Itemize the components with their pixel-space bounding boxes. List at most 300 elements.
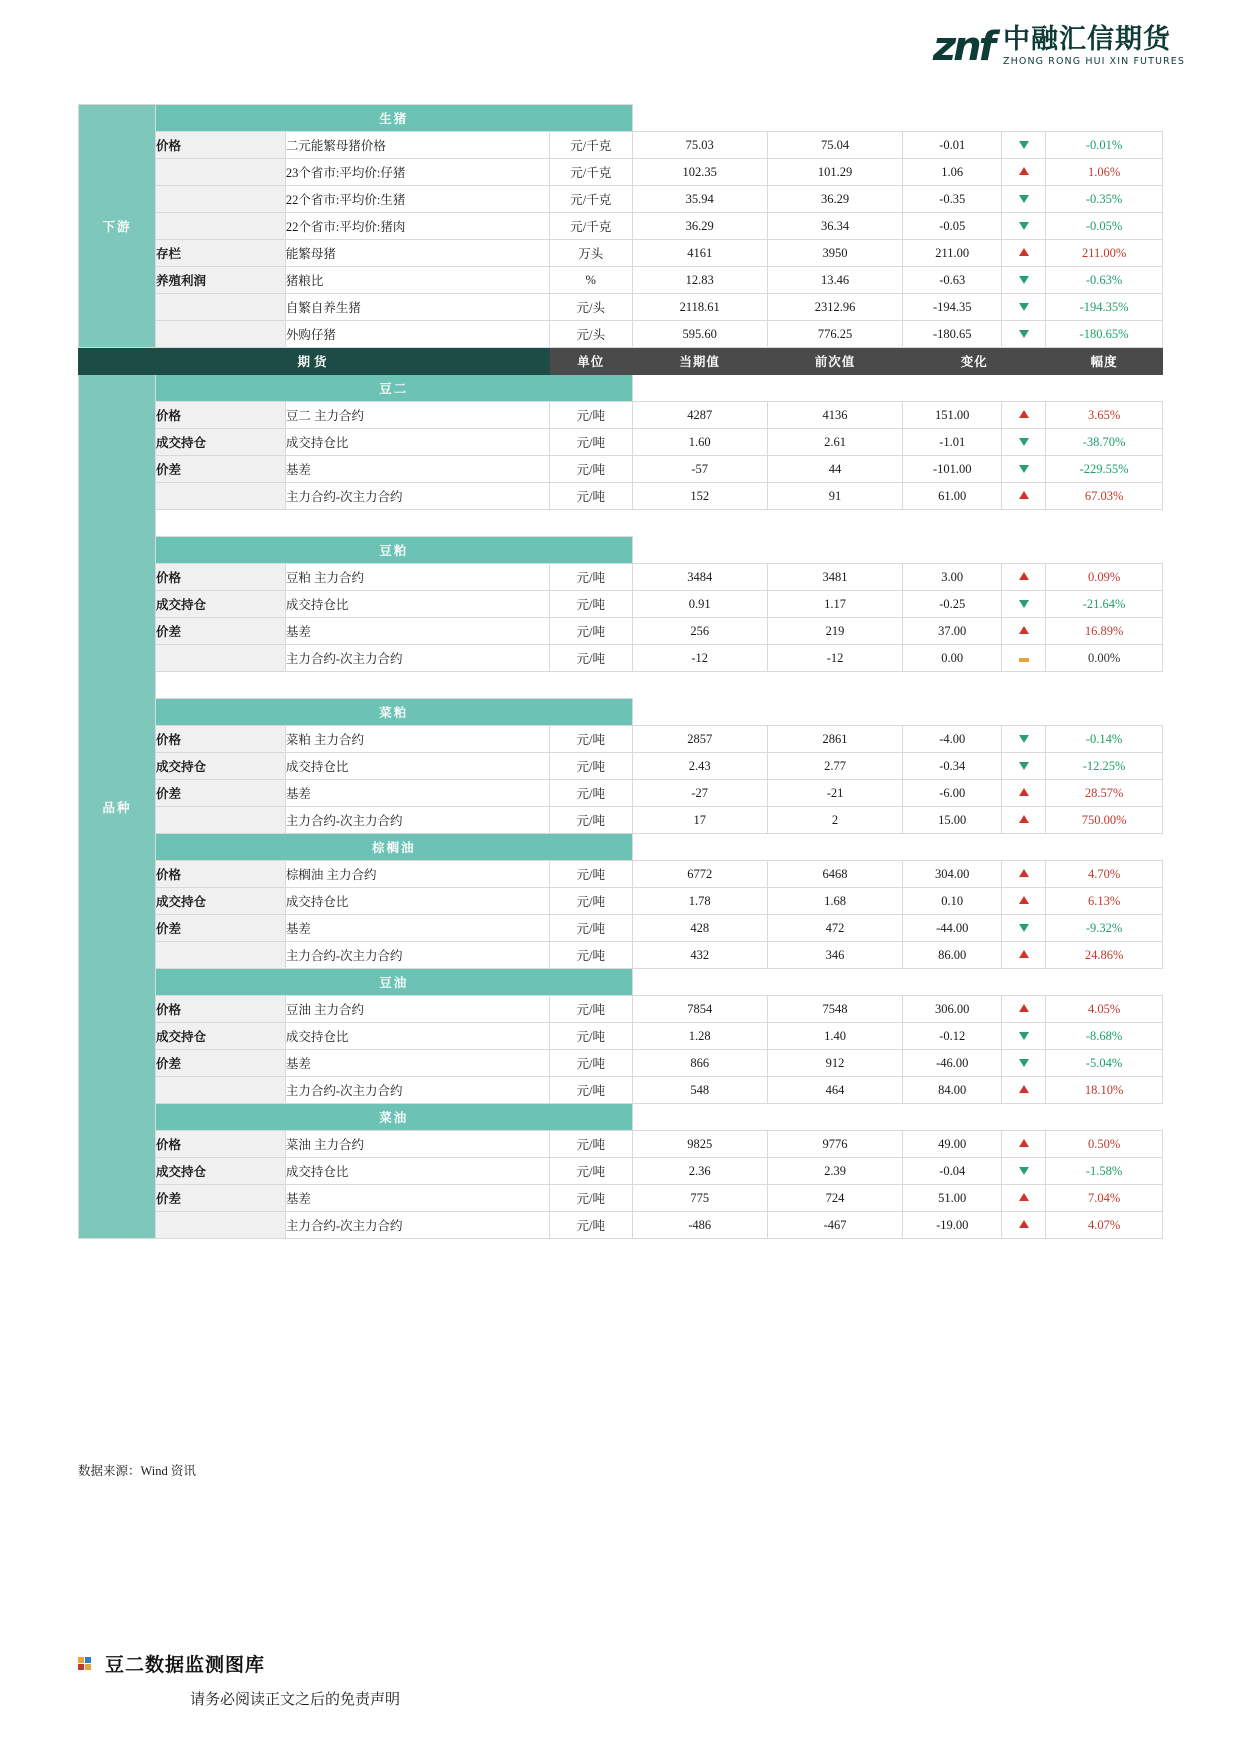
table-row: [79, 1158, 1163, 1185]
row-direction-icon-cell: [1002, 240, 1046, 267]
row-previous-value: -12: [767, 645, 902, 672]
row-percent-change: 4.05%: [1046, 996, 1163, 1023]
row-current-value: 1.60: [632, 429, 767, 456]
row-unit: 元/吨: [549, 726, 632, 753]
row-label: 外购仔猪: [285, 321, 549, 348]
arrow-down-icon: [1019, 1167, 1029, 1175]
row-percent-change: -0.01%: [1046, 132, 1163, 159]
row-percent-change: -0.14%: [1046, 726, 1163, 753]
row-percent-change: 24.86%: [1046, 942, 1163, 969]
table-row: [79, 240, 1163, 267]
row-label: 成交持仓比: [285, 888, 549, 915]
row-category: [156, 294, 286, 321]
section-title-text: 豆二数据监测图库: [105, 1654, 266, 1676]
row-direction-icon-cell: [1002, 483, 1046, 510]
row-category: 价差: [156, 618, 286, 645]
row-current-value: 866: [632, 1050, 767, 1077]
row-category: [156, 483, 286, 510]
arrow-down-icon: [1019, 438, 1029, 446]
row-change-value: -0.04: [903, 1158, 1002, 1185]
row-percent-change: -9.32%: [1046, 915, 1163, 942]
row-previous-value: 36.34: [767, 213, 902, 240]
row-previous-value: 2861: [767, 726, 902, 753]
row-previous-value: 776.25: [767, 321, 902, 348]
row-direction-icon-cell: [1002, 1077, 1046, 1104]
row-category: 成交持仓: [156, 753, 286, 780]
row-change-value: 1.06: [903, 159, 1002, 186]
row-direction-icon-cell: [1002, 753, 1046, 780]
row-current-value: 2.43: [632, 753, 767, 780]
row-label: 成交持仓比: [285, 1023, 549, 1050]
table-row: [79, 591, 1163, 618]
row-change-value: -19.00: [903, 1212, 1002, 1239]
arrow-up-icon: [1019, 1085, 1029, 1093]
arrow-down-icon: [1019, 222, 1029, 230]
row-current-value: 2.36: [632, 1158, 767, 1185]
row-percent-change: -0.05%: [1046, 213, 1163, 240]
row-direction-icon-cell: [1002, 807, 1046, 834]
row-unit: 元/千克: [549, 213, 632, 240]
row-change-value: -0.34: [903, 753, 1002, 780]
row-unit: 元/头: [549, 321, 632, 348]
row-percent-change: 1.06%: [1046, 159, 1163, 186]
group-spacer-row: [79, 510, 1163, 537]
arrow-up-icon: [1019, 248, 1029, 256]
group-header-filler: [632, 537, 1162, 564]
row-current-value: 775: [632, 1185, 767, 1212]
row-change-value: -44.00: [903, 915, 1002, 942]
row-unit: 元/千克: [549, 186, 632, 213]
arrow-up-icon: [1019, 1193, 1029, 1201]
row-current-value: 4161: [632, 240, 767, 267]
row-previous-value: 2: [767, 807, 902, 834]
row-category: [156, 186, 286, 213]
table-row: [79, 186, 1163, 213]
row-previous-value: 6468: [767, 861, 902, 888]
table-row: [79, 132, 1163, 159]
row-change-value: 49.00: [903, 1131, 1002, 1158]
row-unit: 元/吨: [549, 645, 632, 672]
table-row: [79, 888, 1163, 915]
row-direction-icon-cell: [1002, 456, 1046, 483]
row-previous-value: 2312.96: [767, 294, 902, 321]
row-category: 价差: [156, 915, 286, 942]
group-title: 生猪: [156, 105, 632, 132]
arrow-down-icon: [1019, 1059, 1029, 1067]
row-direction-icon-cell: [1002, 186, 1046, 213]
row-change-value: 84.00: [903, 1077, 1002, 1104]
row-current-value: 12.83: [632, 267, 767, 294]
row-unit: 万头: [549, 240, 632, 267]
group-header-row: [79, 537, 1163, 564]
row-change-value: 211.00: [903, 240, 1002, 267]
row-change-value: -0.25: [903, 591, 1002, 618]
group-title: 棕榈油: [156, 834, 632, 861]
row-change-value: 304.00: [903, 861, 1002, 888]
row-current-value: 0.91: [632, 591, 767, 618]
row-direction-icon-cell: [1002, 618, 1046, 645]
arrow-up-icon: [1019, 626, 1029, 634]
row-category: 成交持仓: [156, 1158, 286, 1185]
row-direction-icon-cell: [1002, 1158, 1046, 1185]
row-previous-value: 1.68: [767, 888, 902, 915]
row-unit: 元/吨: [549, 996, 632, 1023]
row-current-value: 2857: [632, 726, 767, 753]
row-current-value: 595.60: [632, 321, 767, 348]
data-source-note: 数据来源：Wind 资讯: [78, 1464, 196, 1478]
section-heading: [78, 1650, 265, 1677]
row-previous-value: 91: [767, 483, 902, 510]
row-category: 价格: [156, 996, 286, 1023]
row-percent-change: -0.35%: [1046, 186, 1163, 213]
row-direction-icon-cell: [1002, 267, 1046, 294]
table-row: [79, 483, 1163, 510]
row-change-value: 151.00: [903, 402, 1002, 429]
row-category: 成交持仓: [156, 1023, 286, 1050]
table-row: [79, 1050, 1163, 1077]
row-percent-change: 0.00%: [1046, 645, 1163, 672]
row-percent-change: -180.65%: [1046, 321, 1163, 348]
arrow-down-icon: [1019, 465, 1029, 473]
row-unit: 元/吨: [549, 1158, 632, 1185]
row-unit: 元/头: [549, 294, 632, 321]
row-previous-value: 7548: [767, 996, 902, 1023]
arrow-up-icon: [1019, 572, 1029, 580]
row-percent-change: -194.35%: [1046, 294, 1163, 321]
row-percent-change: -12.25%: [1046, 753, 1163, 780]
row-current-value: -486: [632, 1212, 767, 1239]
column-header-change: 变化: [903, 348, 1046, 375]
row-change-value: 306.00: [903, 996, 1002, 1023]
group-header-row: [79, 699, 1163, 726]
row-category: 价格: [156, 132, 286, 159]
arrow-down-icon: [1019, 141, 1029, 149]
row-change-value: -0.05: [903, 213, 1002, 240]
row-previous-value: 724: [767, 1185, 902, 1212]
row-label: 23个省市:平均价:仔猪: [285, 159, 549, 186]
row-change-value: 0.00: [903, 645, 1002, 672]
row-previous-value: 2.77: [767, 753, 902, 780]
table-row: [79, 429, 1163, 456]
row-direction-icon-cell: [1002, 1050, 1046, 1077]
row-category: 成交持仓: [156, 888, 286, 915]
row-direction-icon-cell: [1002, 159, 1046, 186]
row-direction-icon-cell: [1002, 564, 1046, 591]
row-current-value: 3484: [632, 564, 767, 591]
row-unit: 元/吨: [549, 564, 632, 591]
table-row: [79, 753, 1163, 780]
row-percent-change: -1.58%: [1046, 1158, 1163, 1185]
table-row: [79, 564, 1163, 591]
arrow-down-icon: [1019, 276, 1029, 284]
disclaimer-text: 请务必阅读正文之后的免责声明: [190, 1692, 401, 1708]
row-direction-icon-cell: [1002, 294, 1046, 321]
row-previous-value: 2.61: [767, 429, 902, 456]
row-change-value: 61.00: [903, 483, 1002, 510]
arrow-down-icon: [1019, 1032, 1029, 1040]
row-category: 价差: [156, 780, 286, 807]
arrow-flat-icon: [1019, 658, 1029, 662]
row-percent-change: 0.50%: [1046, 1131, 1163, 1158]
row-direction-icon-cell: [1002, 429, 1046, 456]
table-row: [79, 942, 1163, 969]
row-previous-value: 44: [767, 456, 902, 483]
row-unit: 元/千克: [549, 159, 632, 186]
row-percent-change: -21.64%: [1046, 591, 1163, 618]
arrow-down-icon: [1019, 600, 1029, 608]
table-row: [79, 1212, 1163, 1239]
arrow-up-icon: [1019, 491, 1029, 499]
row-unit: 元/吨: [549, 429, 632, 456]
row-label: 豆粕 主力合约: [285, 564, 549, 591]
row-label: 豆油 主力合约: [285, 996, 549, 1023]
row-percent-change: 18.10%: [1046, 1077, 1163, 1104]
row-previous-value: 3481: [767, 564, 902, 591]
row-change-value: -1.01: [903, 429, 1002, 456]
table-row: [79, 618, 1163, 645]
row-direction-icon-cell: [1002, 942, 1046, 969]
row-change-value: -4.00: [903, 726, 1002, 753]
row-category: 价格: [156, 402, 286, 429]
table-row: [79, 996, 1163, 1023]
row-previous-value: -467: [767, 1212, 902, 1239]
row-change-value: -101.00: [903, 456, 1002, 483]
row-unit: 元/吨: [549, 807, 632, 834]
row-percent-change: 7.04%: [1046, 1185, 1163, 1212]
futures-band-row: [79, 348, 1163, 375]
row-label: 22个省市:平均价:生猪: [285, 186, 549, 213]
group-spacer-row: [79, 672, 1163, 699]
row-category: [156, 159, 286, 186]
row-previous-value: 4136: [767, 402, 902, 429]
arrow-down-icon: [1019, 762, 1029, 770]
row-category: 成交持仓: [156, 591, 286, 618]
row-current-value: 6772: [632, 861, 767, 888]
row-previous-value: 2.39: [767, 1158, 902, 1185]
row-label: 成交持仓比: [285, 429, 549, 456]
row-label: 基差: [285, 915, 549, 942]
group-header-filler: [632, 105, 1162, 132]
table-row: [79, 645, 1163, 672]
table-row: [79, 807, 1163, 834]
table-row: [79, 1185, 1163, 1212]
group-header-filler: [632, 1104, 1162, 1131]
row-current-value: -12: [632, 645, 767, 672]
row-previous-value: 346: [767, 942, 902, 969]
row-category: [156, 321, 286, 348]
row-category: 价格: [156, 1131, 286, 1158]
row-label: 基差: [285, 1050, 549, 1077]
row-unit: 元/吨: [549, 942, 632, 969]
row-direction-icon-cell: [1002, 780, 1046, 807]
row-previous-value: 3950: [767, 240, 902, 267]
row-unit: %: [549, 267, 632, 294]
row-unit: 元/吨: [549, 888, 632, 915]
row-unit: 元/吨: [549, 753, 632, 780]
row-direction-icon-cell: [1002, 132, 1046, 159]
row-category: 价格: [156, 726, 286, 753]
futures-band-title: 期货: [79, 348, 550, 375]
row-category: [156, 807, 286, 834]
row-percent-change: -229.55%: [1046, 456, 1163, 483]
row-previous-value: 1.40: [767, 1023, 902, 1050]
row-direction-icon-cell: [1002, 213, 1046, 240]
logo-mark: znf: [932, 23, 994, 70]
table-row: [79, 402, 1163, 429]
row-label: 22个省市:平均价:猪肉: [285, 213, 549, 240]
arrow-down-icon: [1019, 330, 1029, 338]
row-unit: 元/吨: [549, 861, 632, 888]
row-category: 价差: [156, 1050, 286, 1077]
row-previous-value: 219: [767, 618, 902, 645]
row-direction-icon-cell: [1002, 321, 1046, 348]
row-category: [156, 645, 286, 672]
group-header-row: [79, 375, 1163, 402]
row-label: 基差: [285, 618, 549, 645]
table-row: [79, 294, 1163, 321]
table-row: [79, 321, 1163, 348]
row-label: 主力合约-次主力合约: [285, 1077, 549, 1104]
row-label: 基差: [285, 1185, 549, 1212]
row-current-value: 17: [632, 807, 767, 834]
row-previous-value: 464: [767, 1077, 902, 1104]
row-unit: 元/吨: [549, 1131, 632, 1158]
row-category: [156, 213, 286, 240]
row-unit: 元/吨: [549, 1023, 632, 1050]
row-label: 成交持仓比: [285, 1158, 549, 1185]
row-current-value: 1.28: [632, 1023, 767, 1050]
row-current-value: 432: [632, 942, 767, 969]
row-unit: 元/吨: [549, 1185, 632, 1212]
row-change-value: -46.00: [903, 1050, 1002, 1077]
row-percent-change: 211.00%: [1046, 240, 1163, 267]
row-percent-change: 3.65%: [1046, 402, 1163, 429]
row-current-value: 102.35: [632, 159, 767, 186]
row-category: 养殖利润: [156, 267, 286, 294]
row-unit: 元/吨: [549, 1077, 632, 1104]
group-title: 菜油: [156, 1104, 632, 1131]
company-logo: [932, 23, 1185, 70]
logo-text: [1003, 26, 1185, 67]
table-row: [79, 1077, 1163, 1104]
arrow-up-icon: [1019, 950, 1029, 958]
group-header-filler: [632, 699, 1162, 726]
row-percent-change: 67.03%: [1046, 483, 1163, 510]
section-label-variety: 品种: [79, 375, 156, 1239]
row-direction-icon-cell: [1002, 888, 1046, 915]
row-current-value: 2118.61: [632, 294, 767, 321]
row-percent-change: 0.09%: [1046, 564, 1163, 591]
row-change-value: 15.00: [903, 807, 1002, 834]
table-row: [79, 780, 1163, 807]
row-unit: 元/吨: [549, 456, 632, 483]
row-current-value: 428: [632, 915, 767, 942]
row-category: 价差: [156, 1185, 286, 1212]
row-change-value: 86.00: [903, 942, 1002, 969]
row-unit: 元/吨: [549, 591, 632, 618]
group-header-row: [79, 969, 1163, 996]
row-percent-change: 6.13%: [1046, 888, 1163, 915]
row-label: 主力合约-次主力合约: [285, 1212, 549, 1239]
pinwheel-bullet-icon: [78, 1657, 91, 1670]
arrow-down-icon: [1019, 303, 1029, 311]
row-label: 菜油 主力合约: [285, 1131, 549, 1158]
row-direction-icon-cell: [1002, 726, 1046, 753]
logo-name-cn: 中融汇信期货: [1003, 24, 1172, 55]
arrow-up-icon: [1019, 869, 1029, 877]
row-previous-value: -21: [767, 780, 902, 807]
row-current-value: 1.78: [632, 888, 767, 915]
row-category: 价差: [156, 456, 286, 483]
arrow-down-icon: [1019, 924, 1029, 932]
group-header-row: [79, 105, 1163, 132]
row-unit: 元/吨: [549, 780, 632, 807]
data-table-area: [78, 104, 1163, 1239]
row-direction-icon-cell: [1002, 915, 1046, 942]
row-change-value: -0.63: [903, 267, 1002, 294]
row-label: 主力合约-次主力合约: [285, 807, 549, 834]
row-category: [156, 1077, 286, 1104]
row-previous-value: 36.29: [767, 186, 902, 213]
arrow-down-icon: [1019, 195, 1029, 203]
arrow-up-icon: [1019, 167, 1029, 175]
row-category: [156, 1212, 286, 1239]
group-header-row: [79, 1104, 1163, 1131]
row-label: 主力合约-次主力合约: [285, 645, 549, 672]
group-header-filler: [632, 969, 1162, 996]
section-label-downstream: 下游: [79, 105, 156, 348]
row-percent-change: 28.57%: [1046, 780, 1163, 807]
table-row: [79, 213, 1163, 240]
row-percent-change: -0.63%: [1046, 267, 1163, 294]
row-unit: 元/吨: [549, 1050, 632, 1077]
group-header-row: [79, 834, 1163, 861]
group-title: 菜粕: [156, 699, 632, 726]
row-label: 成交持仓比: [285, 591, 549, 618]
row-unit: 元/吨: [549, 402, 632, 429]
row-change-value: -0.01: [903, 132, 1002, 159]
row-percent-change: 16.89%: [1046, 618, 1163, 645]
row-previous-value: 13.46: [767, 267, 902, 294]
logo-name-en: ZHONG RONG HUI XIN FUTURES: [1003, 56, 1185, 68]
arrow-up-icon: [1019, 788, 1029, 796]
table-row: [79, 1131, 1163, 1158]
row-change-value: -180.65: [903, 321, 1002, 348]
row-current-value: 35.94: [632, 186, 767, 213]
row-label: 自繁自养生猪: [285, 294, 549, 321]
spacer-cell: [156, 672, 1163, 699]
row-label: 主力合约-次主力合约: [285, 483, 549, 510]
row-unit: 元/吨: [549, 1212, 632, 1239]
row-change-value: 51.00: [903, 1185, 1002, 1212]
row-previous-value: 472: [767, 915, 902, 942]
row-change-value: 0.10: [903, 888, 1002, 915]
row-direction-icon-cell: [1002, 591, 1046, 618]
group-header-filler: [632, 375, 1162, 402]
group-title: 豆油: [156, 969, 632, 996]
row-percent-change: 4.70%: [1046, 861, 1163, 888]
row-change-value: -194.35: [903, 294, 1002, 321]
row-unit: 元/吨: [549, 915, 632, 942]
row-current-value: 75.03: [632, 132, 767, 159]
row-label: 二元能繁母猪价格: [285, 132, 549, 159]
row-label: 基差: [285, 456, 549, 483]
arrow-up-icon: [1019, 410, 1029, 418]
row-previous-value: 75.04: [767, 132, 902, 159]
row-direction-icon-cell: [1002, 861, 1046, 888]
row-percent-change: -38.70%: [1046, 429, 1163, 456]
table-row: [79, 861, 1163, 888]
